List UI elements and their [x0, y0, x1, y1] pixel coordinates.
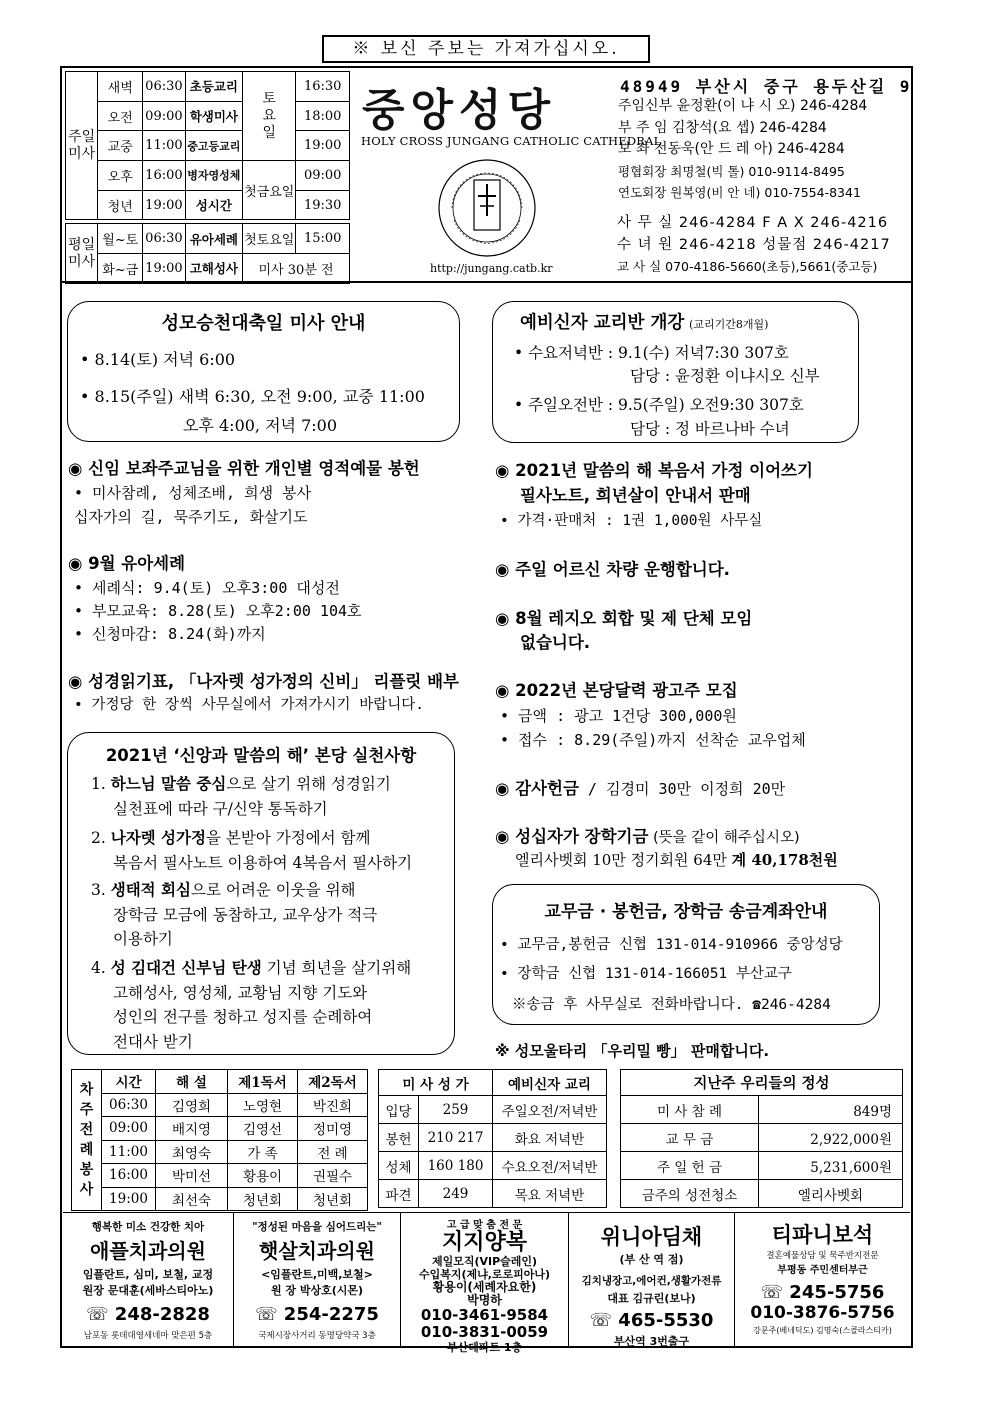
schedule-cell: 15:00 [296, 224, 350, 254]
contact-line: 교 사 실 070-4186-5660(초등),5661(중고등) [617, 259, 878, 274]
ad-winia-dimchae: 위니아딤채 (부 산 역 점) 김치냉장고,에어컨,생활가전류 대표 김규린(보나) ☏ 465-5530 부산역 3번출구 [568, 1213, 734, 1346]
table-header: 제2독서 [298, 1070, 368, 1094]
practice-item-3: 3. 생태적 회심으로 어려운 이웃을 위해 장학금 모금에 동참하고, 교우상가 적극 이용하기 [91, 880, 378, 948]
mass-schedule-table [65, 71, 350, 284]
scholarship-amount: 엘리사벳회 10만 정기회원 64만 계 40,178천원 [515, 851, 838, 869]
assumption-title: 성모승천대축일 미사 안내 [161, 313, 366, 334]
top-note: ※ 보신 주보는 가져가십시오. [322, 35, 650, 63]
schedule-cell: 19:00 [143, 190, 185, 220]
table-cell: 청년회 [298, 1187, 368, 1211]
table-cell: 19:00 [102, 1187, 156, 1211]
schedule-cell: 06:30 [143, 224, 185, 254]
parish-url[interactable]: http://jungang.catb.kr [430, 262, 553, 275]
liturgy-service-table [71, 1069, 368, 1211]
table-cell: 김영희 [156, 1093, 228, 1117]
table-header: 제1독서 [228, 1070, 298, 1094]
table-cell: 16:00 [102, 1164, 156, 1188]
table-header: 미 사 성 가 [379, 1070, 493, 1096]
schedule-cell: 11:00 [143, 131, 185, 161]
parish-seal-icon [432, 154, 542, 262]
notice-heading: ◉ 8월 레지오 회합 및 제 단체 모임 [495, 609, 753, 628]
ad-dental-apple: 행복한 미소 건강한 치아 애플치과의원 임플란트, 심미, 보철, 교정 원장 문대훈(세바스티아노) ☏ 248-2828 남포동 롯데대영세네마 맞은편 5층 [82, 1221, 214, 1341]
schedule-cell: 교중 [98, 131, 143, 161]
table-cell: 5,231,600원 [759, 1152, 903, 1180]
schedule-cell: 월~토 [98, 224, 143, 254]
transfer-line: • 장학금 신협 131-014-166051 부산교구 [500, 966, 792, 982]
notice-heading: ◉ 성경읽기표, 「나자렛 성가정의 신비」 리플릿 배부 [68, 672, 459, 691]
schedule-cell: 오전 [98, 101, 143, 131]
schedule-cell: 19:30 [296, 190, 350, 220]
table-cell: 최선숙 [156, 1187, 228, 1211]
schedule-cell: 09:00 [296, 161, 350, 191]
transfer-title: 교무금 · 봉헌금, 장학금 송금계좌안내 [544, 902, 828, 922]
transfer-line: ※송금 후 사무실로 전화바랍니다. ☎246-4284 [512, 997, 831, 1013]
table-cell: 160 180 [419, 1152, 493, 1180]
practice-item-4: 4. 성 김대건 신부님 탄생 기념 희년을 살기위해 고해성사, 영성체, 교황님 지향 기도와 성인의 전구를 청하고 성지를 순례하여 전대사 받기 [91, 958, 412, 1051]
table-cell: 황용이 [228, 1164, 298, 1188]
bread-sale: ※ 성모울타리 「우리밀 빵」 판매합니다. [495, 1042, 770, 1060]
ads-strip [63, 1212, 910, 1354]
table-header: 시간 [102, 1070, 156, 1094]
table-cell: 청년회 [228, 1187, 298, 1211]
practice-item-2: 2. 나자렛 성가정을 본받아 가정에서 함께 복음서 필사노트 이용하여 4복음서 필사하기 [91, 828, 413, 872]
notice-heading: ◉ 2021년 말씀의 해 복음서 가정 이어쓰기 [495, 461, 813, 480]
table-cell: 김영선 [228, 1117, 298, 1141]
weekday-mass-label: 평일 미사 [66, 224, 98, 283]
table-cell: 목요 저녁반 [493, 1180, 607, 1208]
table-cell: 2,922,000원 [759, 1124, 903, 1152]
table-header: 예비신자 교리 [493, 1070, 607, 1096]
schedule-cell: 중고등교리 [185, 131, 243, 161]
notice-heading: 없습니다. [520, 633, 591, 652]
transfer-line: • 교무금,봉헌금 신협 131-014-910966 중앙성당 [500, 937, 843, 953]
notice-line: • 세례식: 9.4(토) 오후3:00 대성전 [74, 579, 340, 597]
table-cell: 수요오전/저녁반 [493, 1152, 607, 1180]
catechumen-line: • 수요저녁반 : 9.1(수) 저녁7:30 307호 [514, 344, 789, 362]
staff-line: 평협회장 최명철(빅 톨) 010-9114-8495 [618, 163, 845, 179]
notice-line: • 신청마감: 8.24(화)까지 [74, 625, 266, 643]
catechumen-line: • 주일오전반 : 9.5(주일) 오전9:30 307호 [514, 396, 804, 414]
table-cell: 849명 [759, 1096, 903, 1124]
table-cell: 파견 [379, 1180, 419, 1208]
schedule-cell: 화~금 [98, 254, 143, 284]
schedule-cell: 고해성사 [185, 254, 243, 284]
table-cell: 249 [419, 1180, 493, 1208]
hymns-catechism-table [378, 1069, 607, 1208]
table-cell: 엘리사벳회 [759, 1180, 903, 1208]
staff-line: 주임신부 윤정환(이 냐 시 오) 246-4284 [618, 98, 868, 114]
contact-line: 사 무 실 246-4284 F A X 246-4216 [617, 215, 889, 231]
table-cell: 주 일 헌 금 [621, 1152, 759, 1180]
notice-line: • 가정당 한 장씩 사무실에서 가져가시기 바랍니다. [74, 697, 424, 713]
table-cell: 금주의 성전청소 [621, 1180, 759, 1208]
table-cell: 교 무 금 [621, 1124, 759, 1152]
notice-line: • 접수 : 8.29(주일)까지 선착순 교우업체 [500, 731, 806, 749]
staff-line: 보 좌 전동욱(안 드 레 아) 246-4284 [618, 141, 845, 157]
staff-list [618, 96, 910, 204]
notice-line: • 가격·판매처 : 1권 1,000원 사무실 [500, 513, 763, 529]
table-cell: 최영숙 [156, 1140, 228, 1164]
ad-dental-sunshine: "정성된 마음을 심어드리는" 햇살치과의원 <임플란트,미백,보철> 원 장 박상호(시몬) ☏ 254-2275 국제시장사거리 동명당약국 3층 [233, 1213, 400, 1346]
schedule-cell: 18:00 [296, 101, 350, 131]
schedule-cell: 학생미사 [185, 101, 243, 131]
notice-heading: ◉ 주일 어르신 차량 운행합니다. [495, 560, 730, 579]
notice-heading: 필사노트, 희년살이 안내서 판매 [520, 486, 751, 505]
table-header: 해 설 [156, 1070, 228, 1094]
staff-line: 부 주 임 김창석(요 셉) 246-4284 [618, 119, 827, 136]
ad-tiffany-jewelry: 티파니보석 결혼예물상담 및 묵주반지전문 부평동 주민센터부근 ☏ 245-5756 010-3876-5756 강문주(베네딕도) 김명숙(스콜라스티카) [734, 1213, 910, 1346]
contact-line: 수 녀 원 246-4218 성물점 246-4217 [617, 237, 891, 253]
practice-title: 2021년 ‘신앙과 말씀의 해’ 본당 실천사항 [105, 746, 417, 765]
table-cell: 전 례 [298, 1140, 368, 1164]
liturgy-label: 차 주 전 례 봉 사 [72, 1070, 102, 1211]
contact-list [617, 212, 909, 278]
notice-heading: ◉ 9월 유아세례 [68, 554, 186, 573]
staff-line: 연도회장 원복영(비 안 네) 010-7554-8341 [618, 185, 861, 200]
parish-name: 중앙성당 [362, 85, 557, 136]
ad-tailor-jiji: 고 급 맞 춤 전 문 지지양복 제일모직(VIP슬레인) 수입복지(제냐,로로피아나) 황용이(세례자요한) 박명하 010-3461-9584 010-3831-0059 부산데파트 1층 [400, 1213, 568, 1346]
parish-english-name: HOLY CROSS JUNGANG CATHOLIC CATHEDRAL [361, 134, 662, 148]
scholarship-fund: ◉ 성십자가 장학기금 (뜻을 같이 해주십시오) [495, 827, 800, 846]
table-cell: 11:00 [102, 1140, 156, 1164]
practice-item-1: 1. 하느님 말씀 중심으로 살기 위해 성경읽기 실천표에 따라 구/신약 통독하기 [91, 774, 391, 818]
catechumen-line: 담당 : 정 바르나바 수녀 [630, 420, 790, 438]
table-cell: 주일오전/저녁반 [493, 1096, 607, 1124]
table-cell: 노영현 [228, 1093, 298, 1117]
schedule-cell: 미사 30분 전 [243, 254, 350, 284]
table-cell: 미 사 참 례 [621, 1096, 759, 1124]
table-header: 지난주 우리들의 정성 [621, 1070, 903, 1096]
schedule-cell: 첫토요일 [243, 224, 296, 254]
notice-heading: ◉ 2022년 본당달력 광고주 모집 [495, 681, 738, 700]
schedule-cell: 06:30 [143, 72, 185, 102]
notice-line: • 부모교육: 8.28(토) 오후2:00 104호 [74, 602, 362, 620]
table-cell: 입당 [379, 1096, 419, 1124]
table-cell: 09:00 [102, 1117, 156, 1141]
first-friday-label: 첫금요일 [243, 161, 296, 220]
table-cell: 박미선 [156, 1164, 228, 1188]
table-cell: 가 족 [228, 1140, 298, 1164]
table-cell: 06:30 [102, 1093, 156, 1117]
table-cell: 박진희 [298, 1093, 368, 1117]
schedule-cell: 성시간 [185, 190, 243, 220]
catechumen-title: 예비신자 교리반 개강 (교리기간8개월) [520, 313, 769, 333]
notice-line: • 금액 : 광고 1건당 300,000원 [500, 707, 737, 725]
schedule-cell: 새벽 [98, 72, 143, 102]
assumption-line: • 8.15(주일) 새벽 6:30, 오전 9:00, 교중 11:00 [80, 387, 425, 406]
schedule-cell: 16:30 [296, 72, 350, 102]
table-cell: 배지영 [156, 1117, 228, 1141]
notice-line: 십자가의 길, 묵주기도, 화살기도 [74, 508, 308, 526]
table-cell: 210 217 [419, 1124, 493, 1152]
schedule-cell: 오후 [98, 161, 143, 191]
assumption-line: • 8.14(토) 저녁 6:00 [80, 350, 236, 369]
notice-line: • 미사참례, 성체조배, 희생 봉사 [74, 484, 312, 502]
table-cell: 정미영 [298, 1117, 368, 1141]
assumption-line: 오후 4:00, 저녁 7:00 [183, 416, 338, 435]
thanks-offering: ◉ 감사헌금 / 김경미 30만 이정희 20만 [495, 779, 786, 798]
schedule-cell: 19:00 [296, 131, 350, 161]
schedule-cell: 09:00 [143, 101, 185, 131]
schedule-cell: 병자영성체 [185, 161, 243, 191]
parish-address: 48949 부산시 중구 용두산길 9 [620, 77, 913, 96]
schedule-cell: 유아세례 [185, 224, 243, 254]
schedule-cell: 초등교리 [185, 72, 243, 102]
saturday-label: 토 요 일 [243, 72, 296, 161]
header-divider [60, 281, 913, 283]
table-cell: 성체 [379, 1152, 419, 1180]
table-cell: 권필수 [298, 1164, 368, 1188]
catechumen-line: 담당 : 윤정환 이냐시오 신부 [630, 367, 820, 385]
table-cell: 259 [419, 1096, 493, 1124]
schedule-cell: 19:00 [143, 254, 185, 284]
notice-heading: ◉ 신임 보좌주교님을 위한 개인별 영적예물 봉헌 [68, 459, 420, 478]
sunday-mass-label: 주일 미사 [66, 72, 98, 220]
offering-table [620, 1069, 903, 1208]
table-cell: 봉헌 [379, 1124, 419, 1152]
schedule-cell: 청년 [98, 190, 143, 220]
table-cell: 화요 저녁반 [493, 1124, 607, 1152]
schedule-cell: 16:00 [143, 161, 185, 191]
